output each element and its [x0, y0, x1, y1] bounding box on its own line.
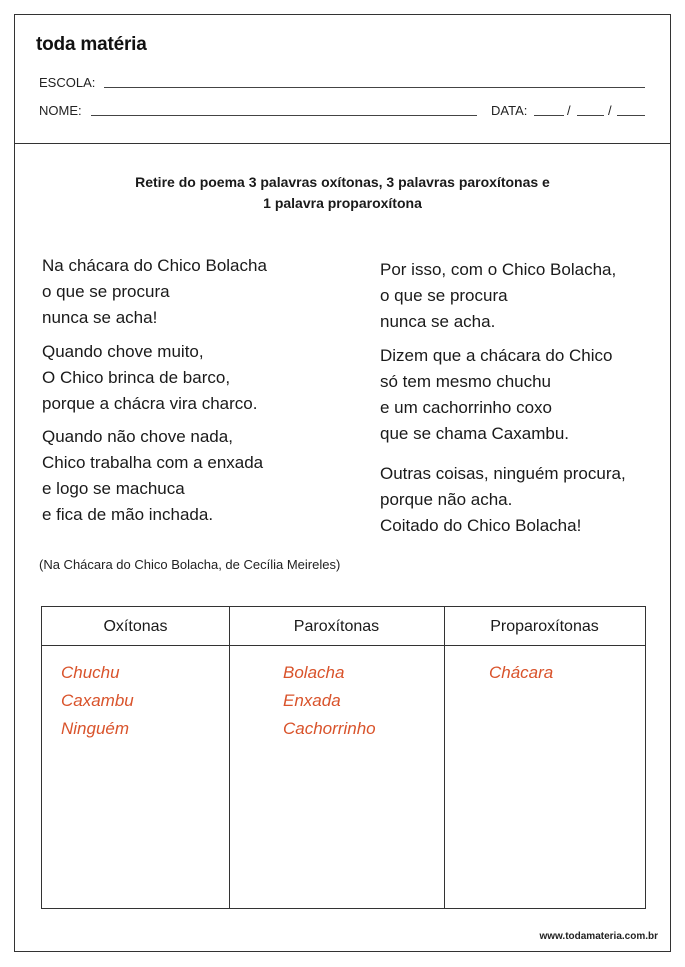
poem-stanza [380, 343, 612, 447]
school-field-line [104, 87, 645, 88]
poem-citation: (Na Chácara do Chico Bolacha, de Cecília Meireles) [39, 557, 341, 572]
answer-word: Ninguém [61, 719, 130, 738]
poem-line: porque a chácra vira charco. [42, 394, 258, 413]
answer-word: Chácara [489, 663, 554, 682]
school-label: ESCOLA: [39, 75, 96, 90]
date-month-line [577, 115, 604, 116]
poem-line: porque não acha. [380, 490, 513, 509]
site-logo: toda matéria [36, 34, 147, 55]
poem-line: o que se procura [42, 282, 170, 301]
answer-word: Enxada [283, 691, 341, 710]
poem-stanza [42, 424, 263, 528]
poem-stanza [380, 257, 616, 335]
header-divider [14, 143, 671, 144]
poem-line: Quando chove muito, [42, 342, 204, 361]
poem-line: Quando não chove nada, [42, 427, 233, 446]
poem-line: Dizem que a chácara do Chico [380, 346, 613, 365]
column-divider [444, 607, 445, 908]
poem-line: e um cachorrinho coxo [380, 398, 552, 417]
poem-stanza [42, 253, 267, 331]
answer-word: Caxambu [61, 691, 134, 710]
poem-stanza [380, 461, 626, 539]
proparoxitonas-answers [489, 659, 553, 687]
date-separator: / [567, 103, 571, 118]
poem-line: nunca se acha. [380, 312, 496, 331]
poem-line: Chico trabalha com a enxada [42, 453, 264, 472]
answer-word: Bolacha [283, 663, 345, 682]
instruction [0, 172, 685, 214]
instruction-line: Retire do poema 3 palavras oxítonas, 3 palavras paroxítonas e [135, 174, 550, 190]
poem-line: o que se procura [380, 286, 508, 305]
name-label: NOME: [39, 103, 82, 118]
poem-line: e logo se machuca [42, 479, 185, 498]
poem-stanza [42, 339, 257, 417]
date-label: DATA: [491, 103, 528, 118]
oxitonas-answers [61, 659, 134, 743]
answer-word: Cachorrinho [283, 719, 376, 738]
poem-line: e fica de mão inchada. [42, 505, 214, 524]
poem-line: nunca se acha! [42, 308, 158, 327]
date-year-line [617, 115, 645, 116]
poem-line: que se chama Caxambu. [380, 424, 569, 443]
paroxitonas-answers [283, 659, 376, 743]
header-paroxitonas: Paroxítonas [293, 618, 380, 635]
instruction-line: 1 palavra proparoxítona [263, 195, 422, 211]
date-separator: / [608, 103, 612, 118]
poem-line: O Chico brinca de barco, [42, 368, 231, 387]
column-divider [229, 607, 230, 908]
answer-word: Chuchu [61, 663, 120, 682]
table-header-divider [42, 645, 645, 646]
footer-url: www.todamateria.com.br [539, 931, 658, 942]
poem-line: Por isso, com o Chico Bolacha, [380, 260, 617, 279]
date-day-line [534, 115, 564, 116]
poem-line: Outras coisas, ninguém procura, [380, 464, 626, 483]
name-field-line [91, 115, 477, 116]
poem-line: só tem mesmo chuchu [380, 372, 552, 391]
header-proparoxitonas: Proparoxítonas [490, 618, 599, 635]
poem-line: Coitado do Chico Bolacha! [380, 516, 582, 535]
answer-table [41, 606, 646, 909]
header-oxitonas: Oxítonas [103, 618, 168, 635]
poem-line: Na chácara do Chico Bolacha [42, 256, 267, 275]
